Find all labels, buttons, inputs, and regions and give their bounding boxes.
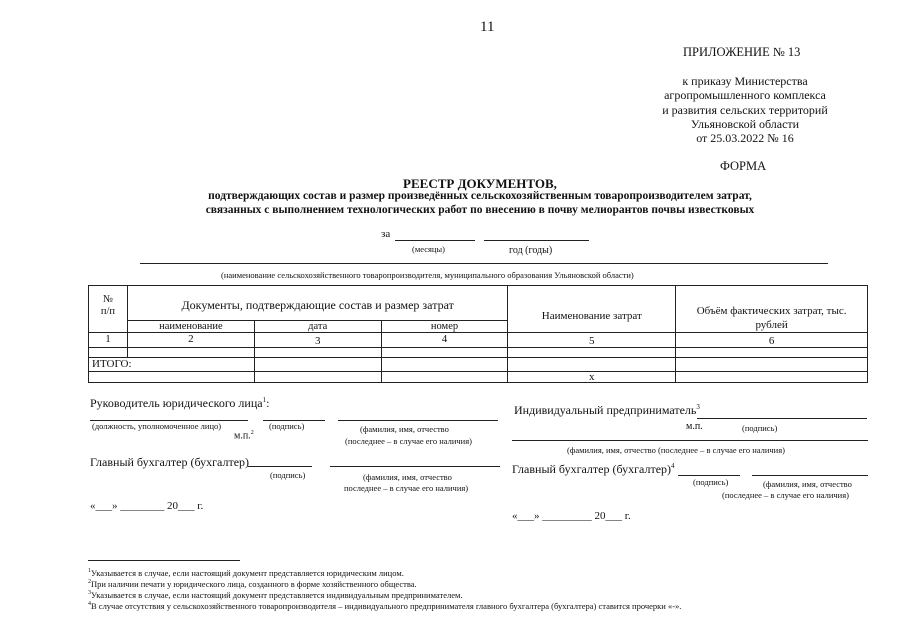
page-number: 11 xyxy=(480,19,495,35)
right-acc-signature-field[interactable] xyxy=(678,475,740,476)
fio-field[interactable] xyxy=(338,420,498,421)
table-cell[interactable] xyxy=(508,358,676,372)
table-cell xyxy=(676,372,868,383)
col-number-cell: 2 xyxy=(127,333,254,348)
footnote-mark: 3 xyxy=(88,590,91,596)
acc-fio-caption: (фамилия, имя, отчество xyxy=(363,472,452,482)
period-prefix: за xyxy=(381,228,391,240)
footnote xyxy=(88,599,681,612)
entrepreneur-stamp: м.п. xyxy=(686,421,703,432)
footnote-mark: 4 xyxy=(88,601,91,607)
total-label: ИТОГО: xyxy=(89,358,255,372)
form-label: ФОРМА xyxy=(720,159,767,173)
table-cell[interactable] xyxy=(381,348,508,358)
registry-subtitle-1: подтверждающих состав и размер произведённых сельскохозяйственным товаропроизводителем затрат, xyxy=(208,190,752,202)
footnote-text: Указывается в случае, если настоящий документ представляется юридическим лицом. xyxy=(91,567,404,578)
table-cell xyxy=(254,372,381,383)
appendix-line: и развития сельских территорий xyxy=(662,102,828,117)
header-num: № п/п xyxy=(89,286,128,333)
right-acc-fio-caption: (фамилия, имя, отчество xyxy=(763,479,852,489)
header-doc-number: номер xyxy=(381,321,508,333)
table-cell xyxy=(89,372,255,383)
appendix-line: от 25.03.2022 № 16 xyxy=(696,131,794,146)
footnote-text: В случае отсутствия у сельскохозяйственного товаропроизводителя – индивидуального предпринимателя главного бухгалтера (бухгалтера) ставится прочерки «-». xyxy=(91,600,682,611)
appendix-line: Ульяновской области xyxy=(690,116,800,131)
table-cell xyxy=(381,372,508,383)
header-cost-name: Наименование затрат xyxy=(508,286,676,333)
table-cell[interactable] xyxy=(254,358,381,372)
legal-head-text: Руководитель юридического лица xyxy=(90,396,263,410)
signature-caption: (подпись) xyxy=(269,421,305,431)
year-field[interactable] xyxy=(484,240,589,241)
col-number-cell: 1 xyxy=(89,333,128,348)
entrepreneur-text: Индивидуальный предприниматель xyxy=(514,403,697,417)
table-cell[interactable] xyxy=(127,348,254,358)
col-number-cell: 4 xyxy=(381,333,508,348)
table-cell[interactable] xyxy=(676,348,868,358)
total-x-cell: х xyxy=(508,372,676,383)
header-amount: Объём фактических затрат, тыс. рублей xyxy=(676,286,868,333)
footnote-text: При наличии печати у юридического лица, созданного в форме хозяйственного общества. xyxy=(91,578,417,589)
footnote-ref: 4 xyxy=(671,462,675,470)
right-acc-signature-caption: (подпись) xyxy=(693,477,729,487)
header-doc-date: дата xyxy=(254,321,381,333)
acc-signature-caption: (подпись) xyxy=(270,470,306,480)
col-number-cell: 6 xyxy=(676,333,868,348)
footnote-mark: 2 xyxy=(88,579,91,585)
entrepreneur-line[interactable] xyxy=(697,418,867,419)
fio-caption: (фамилия, имя, отчество xyxy=(360,424,449,434)
legal-head-label: Руководитель юридического лица$^1$: xyxy=(90,396,270,410)
entrepreneur-label xyxy=(514,403,700,418)
right-acc-fio-caption-2: (последнее – в случае его наличия) xyxy=(722,490,849,500)
appendix-line: агропромышленного комплекса xyxy=(664,88,826,103)
appendix-line: к приказу Министерства xyxy=(682,74,808,88)
accountant-label: Главный бухгалтер (бухгалтер) xyxy=(90,455,250,469)
table-cell[interactable] xyxy=(89,348,128,358)
registry-title: РЕЕСТР ДОКУМЕНТОВ, xyxy=(403,176,557,191)
header-doc-name: наименование xyxy=(127,321,254,333)
total-amount-cell[interactable] xyxy=(676,358,868,372)
col-number-cell: 3 xyxy=(254,333,381,348)
producer-caption: (наименование сельскохозяйственного товаропроизводителя, муниципального образования Ульяновской области) xyxy=(221,270,634,280)
right-accountant-label xyxy=(512,462,675,477)
fio-caption-2: (последнее – в случае его наличия) xyxy=(345,436,472,446)
table-cell[interactable] xyxy=(254,348,381,358)
position-caption: (должность, уполномоченное лицо) xyxy=(92,421,222,431)
entrepreneur-fio-field[interactable] xyxy=(512,440,868,441)
registry-table xyxy=(88,285,868,383)
col-number-cell: 5 xyxy=(508,333,676,348)
appendix-lines xyxy=(640,74,850,145)
footnote-divider xyxy=(88,560,240,561)
table-cell[interactable] xyxy=(508,348,676,358)
months-caption: (месяцы) xyxy=(412,244,445,254)
stamp-place xyxy=(234,430,254,441)
footnote-ref: 1 xyxy=(262,396,267,404)
months-field[interactable] xyxy=(395,240,475,241)
stamp-place-text: м.п. xyxy=(234,430,251,442)
sign-date[interactable]: «___» ________ 20___ г. xyxy=(90,500,204,512)
right-accountant-text: Главный бухгалтер (бухгалтер) xyxy=(512,462,672,476)
entrepreneur-signature-caption: (подпись) xyxy=(742,423,778,433)
acc-fio-field[interactable] xyxy=(330,466,500,467)
right-sign-date[interactable]: «___» _________ 20___ г. xyxy=(512,510,631,522)
acc-signature-field[interactable] xyxy=(248,466,312,467)
year-caption: год (годы) xyxy=(509,245,553,256)
header-documents: Документы, подтверждающие состав и размер затрат xyxy=(127,286,507,321)
footnote-mark: 1 xyxy=(88,568,91,574)
registry-subtitle-2: связанных с выполнением технологических работ по внесению в почву мелиорантов почвы известковых xyxy=(205,204,755,216)
footnote-ref: 3 xyxy=(696,403,700,411)
entrepreneur-fio-caption: (фамилия, имя, отчество (последнее – в случае его наличия) xyxy=(567,445,785,455)
right-acc-fio-field[interactable] xyxy=(752,475,868,476)
table-cell[interactable] xyxy=(381,358,508,372)
producer-name-field[interactable] xyxy=(140,263,828,264)
acc-fio-caption-2: последнее – в случае его наличия) xyxy=(344,483,469,493)
footnote-text: Указывается в случае, если настоящий документ представляется индивидуальным предпринимателем. xyxy=(91,589,463,600)
footnote-ref: 2 xyxy=(250,430,254,436)
appendix-title: ПРИЛОЖЕНИЕ № 13 xyxy=(683,45,801,59)
